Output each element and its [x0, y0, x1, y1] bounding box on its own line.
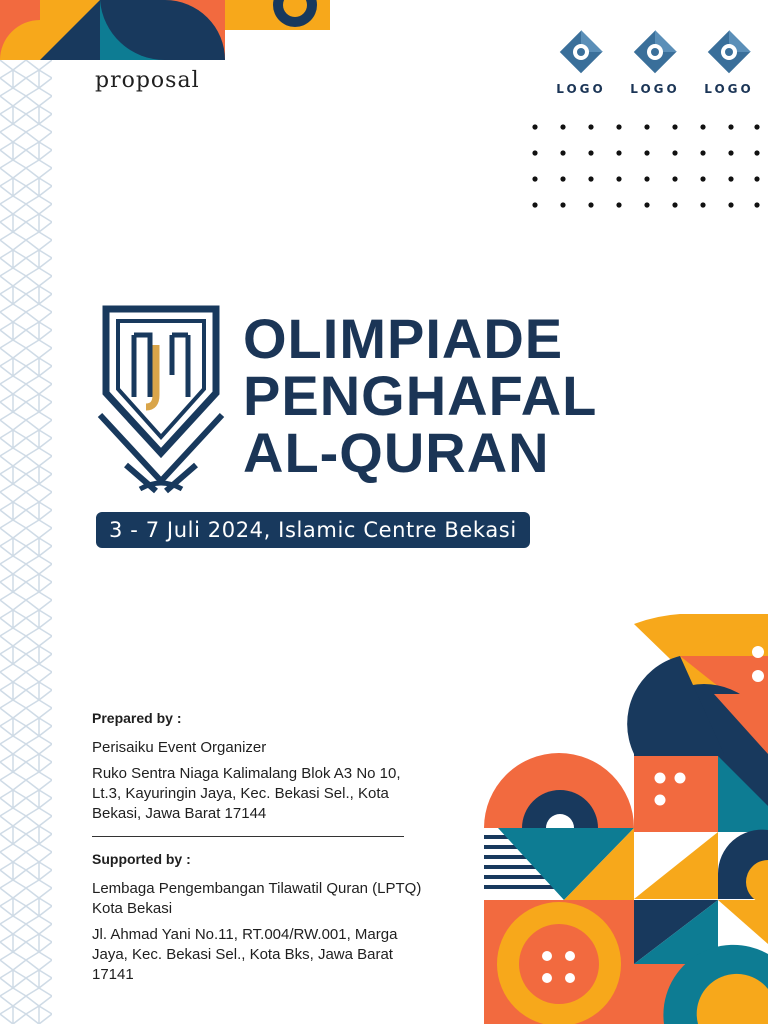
- title-line: OLIMPIADE: [243, 307, 564, 370]
- supported-name: Lembaga Pengembangan Tilawatil Quran (LPTQ) Kota Bekasi: [92, 880, 422, 917]
- top-decoration: [0, 0, 330, 60]
- info-block: [92, 710, 432, 991]
- diamond-gear-icon: [629, 26, 681, 78]
- geometric-decoration: [484, 614, 768, 1024]
- diamond-gear-icon: [703, 26, 755, 78]
- lattice-pattern: [0, 60, 52, 1024]
- shield-emblem-icon: [96, 305, 226, 495]
- divider: [92, 836, 404, 837]
- diamond-gear-icon: [555, 26, 607, 78]
- logo-row: [552, 26, 758, 96]
- prepared-address: Ruko Sentra Niaga Kalimalang Blok A3 No 10, Lt.3, Kayuringin Jaya, Kec. Bekasi Sel., Kota Bekasi, Jawa Barat 17144: [92, 765, 401, 822]
- logo-caption: LOGO: [556, 82, 606, 96]
- prepared-name: Perisaiku Event Organizer: [92, 739, 267, 756]
- title-line: AL-QURAN: [243, 421, 550, 484]
- logo-caption: LOGO: [630, 82, 680, 96]
- supported-address: Jl. Ahmad Yani No.11, RT.004/RW.001, Marga Jaya, Kec. Bekasi Sel., Kota Bks, Jawa Barat 17141: [92, 926, 398, 983]
- logo-item: [552, 26, 610, 96]
- logo-item: [700, 26, 758, 96]
- dot-grid: [530, 122, 760, 212]
- event-title: [243, 307, 598, 484]
- title-line: PENGHAFAL: [243, 364, 598, 427]
- supported-heading: Supported by :: [92, 851, 191, 867]
- logo-caption: LOGO: [704, 82, 754, 96]
- prepared-heading: Prepared by :: [92, 710, 182, 726]
- logo-item: [626, 26, 684, 96]
- brand-word: proposal: [95, 68, 200, 93]
- event-date-badge: 3 - 7 Juli 2024, Islamic Centre Bekasi: [96, 512, 530, 548]
